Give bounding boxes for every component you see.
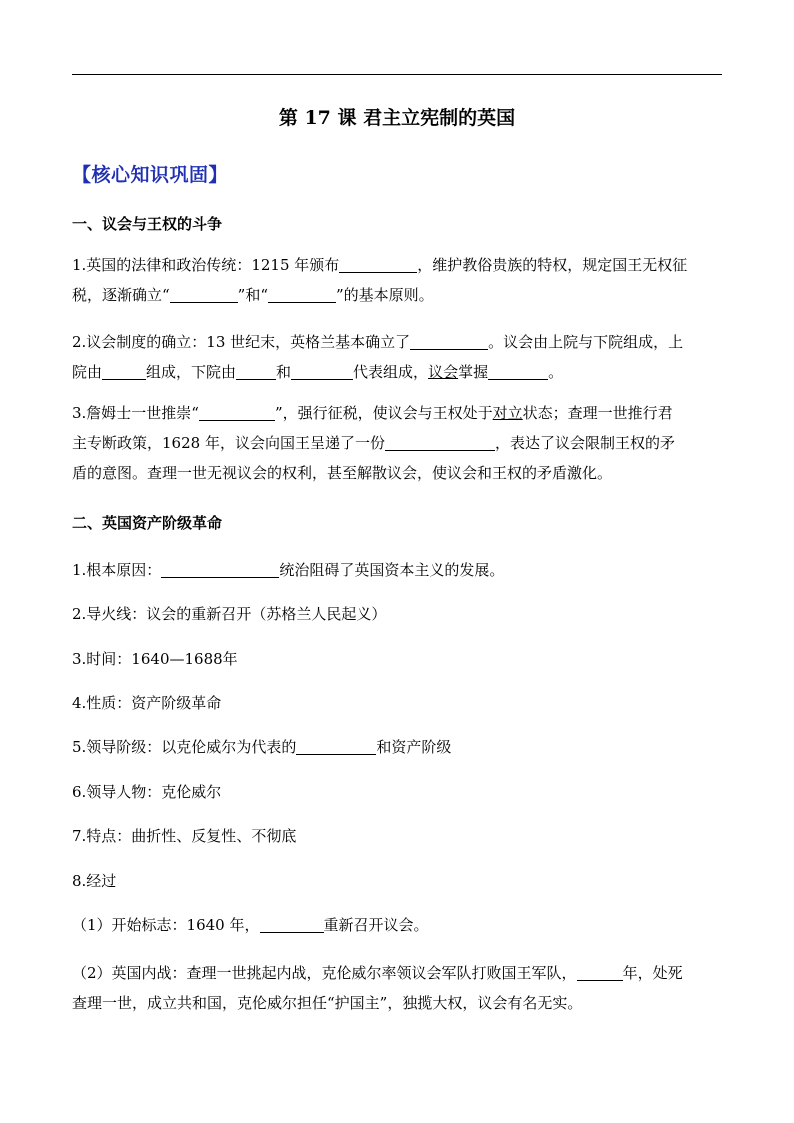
fill-blank[interactable] <box>161 559 279 578</box>
line: 主专断政策，1628 年，议会向国王呈递了一份 ，表达了议会限制王权的矛 <box>72 434 675 452</box>
fill-blank[interactable] <box>488 361 548 380</box>
fill-blank[interactable] <box>385 432 495 451</box>
fill-blank[interactable] <box>102 361 146 380</box>
item-2-5: 5.领导阶级：以克伦威尔为代表的 和资产阶级 <box>72 738 452 756</box>
line: 税，逐渐确立“ ”和“ ”的基本原则。 <box>72 286 434 304</box>
fill-blank[interactable] <box>268 284 336 303</box>
item-2-2: 2.导火线：议会的重新召开（苏格兰人民起义） <box>72 605 387 623</box>
item-2-8-2 <box>72 958 724 1018</box>
section-heading-1: 一、议会与王权的斗争 <box>72 215 223 233</box>
item-2-7: 7.特点：曲折性、反复性、不彻底 <box>72 827 297 845</box>
line: （2）英国内战：查理一世挑起内战，克伦威尔率领议会军队打败国王军队， 年，处死 <box>72 964 683 982</box>
fill-blank[interactable] <box>339 254 417 273</box>
fill-blank[interactable] <box>170 284 238 303</box>
item-2-4: 4.性质：资产阶级革命 <box>72 694 222 712</box>
fill-blank[interactable] <box>199 402 275 421</box>
item-1-1 <box>72 250 724 310</box>
line: 查理一世，成立共和国，克伦威尔担任“护国主”，独揽大权，议会有名无实。 <box>72 994 583 1012</box>
fill-blank[interactable] <box>260 914 324 933</box>
header-rule <box>72 74 722 75</box>
item-2-3: 3.时间：1640—1688年 <box>72 650 238 668</box>
line: 2.议会制度的确立：13 世纪末，英格兰基本确立了 。议会由上院与下院组成，上 <box>72 333 684 351</box>
item-1-3 <box>72 398 724 488</box>
item-2-8-1: （1）开始标志：1640 年， 重新召开议会。 <box>72 916 429 934</box>
item-2-1: 1.根本原因： 统治阻碍了英国资本主义的发展。 <box>72 561 505 579</box>
line: 盾的意图。查理一世无视议会的权利，甚至解散议会，使议会和王权的矛盾激化。 <box>72 464 613 482</box>
fill-blank[interactable] <box>291 361 353 380</box>
item-2-6: 6.领导人物：克伦威尔 <box>72 783 222 801</box>
item-2-8: 8.经过 <box>72 872 117 890</box>
fill-blank[interactable] <box>410 331 488 350</box>
underlined-term: 议会 <box>428 363 459 381</box>
line: 院由 组成，下院由 和 代表组成，议会掌握 。 <box>72 363 564 381</box>
section-banner: 【核心知识巩固】 <box>72 164 229 186</box>
line: 3.詹姆士一世推崇“ ”，强行征税，使议会与王权处于对立状态；查理一世推行君 <box>72 404 673 422</box>
fill-blank[interactable] <box>577 962 623 981</box>
item-1-2 <box>72 327 724 387</box>
fill-blank[interactable] <box>236 361 276 380</box>
page-title: 第 17 课 君主立宪制的英国 <box>278 107 516 129</box>
underlined-term: 对立 <box>492 404 523 422</box>
section-heading-2: 二、英国资产阶级革命 <box>72 514 223 532</box>
fill-blank[interactable] <box>296 736 376 755</box>
line: 1.英国的法律和政治传统：1215 年颁布 ，维护教俗贵族的特权，规定国王无权征 <box>72 256 688 274</box>
